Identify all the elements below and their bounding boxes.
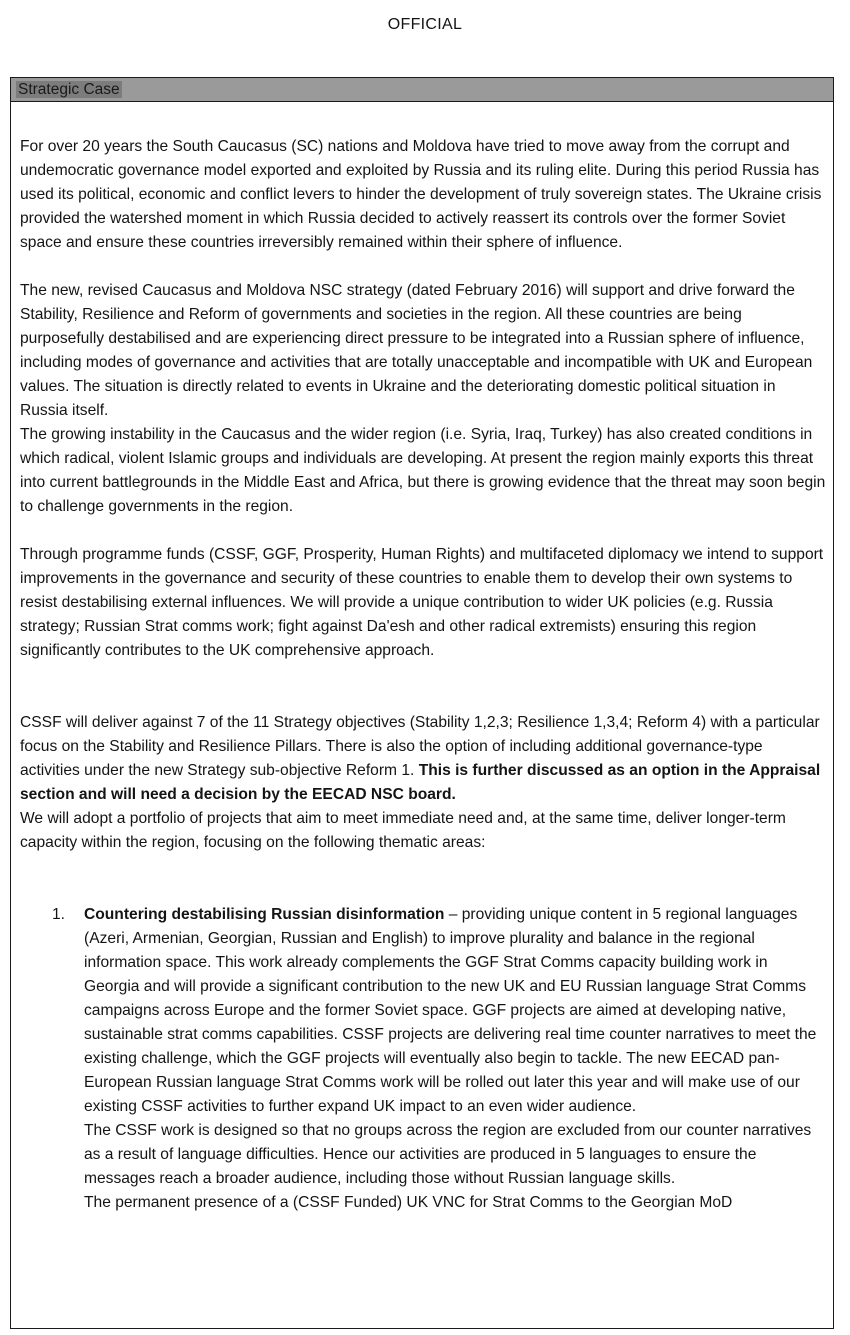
list-number: 1. <box>52 906 66 923</box>
strategic-case-box <box>10 77 834 1329</box>
section-header <box>11 78 833 102</box>
list-item-heading: Countering destabilising Russian disinformation <box>84 906 445 923</box>
paragraph-5-text: CSSF will deliver against 7 of the 11 Strategy objectives (Stability 1,2,3; Resilience 1,3,4; Reform 4) with a particular focus on the Stability and Resilience Pillars. There is also the option of including additional governance-type activities under the new Strategy sub-objective Reform 1. <box>20 714 820 779</box>
list-item-body <box>84 903 826 1215</box>
paragraph-4: Through programme funds (CSSF, GGF, Prosperity, Human Rights) and multifaceted diplomacy we intend to support improvements in the governance and security of these countries to enable them to develop their own systems to resist destabilising external influences. We will provide a unique contribution to wider UK policies (e.g. Russia strategy; Russian Strat comms work; fight against Da'esh and other radical extremists) ensuring this region significantly contributes to the UK comprehensive approach. <box>20 546 824 659</box>
list-item-text: – providing unique content in 5 regional languages (Azeri, Armenian, Georgian, Russian and English) to improve plurality and balance in the regional information space. This work already complements the GGF Strat Comms capacity building work in Georgia and will provide a significant contribution to the new UK and EU Russian language Strat Comms campaigns across Europe and the former Soviet space. GGF projects are aimed at developing native, sustainable strat comms capabilities. CSSF projects are delivering real time counter narratives to meet the existing challenge, which the GGF projects will eventually also begin to tackle. The new EECAD pan-European Russian language Strat Comms work will be rolled out later this year and will make use of our existing CSSF activities to further expand UK impact to an even wider audience. <box>84 906 817 1115</box>
list-item-paragraph-3: The permanent presence of a (CSSF Funded) UK VNC for Strat Comms to the Georgian MoD <box>84 1194 733 1211</box>
list-item-paragraph-1 <box>84 903 826 1119</box>
paragraph-3: The growing instability in the Caucasus and the wider region (i.e. Syria, Iraq, Turkey) has also created conditions in which radical, violent Islamic groups and individuals are developing. At present the region mainly exports this threat into current battlegrounds in the Middle East and Africa, but there is growing evidence that the threat may soon begin to challenge governments in the region. <box>20 426 826 515</box>
paragraph-5 <box>20 711 826 807</box>
security-marking: OFFICIAL <box>387 16 463 33</box>
paragraph-2: The new, revised Caucasus and Moldova NSC strategy (dated February 2016) will support and drive forward the Stability, Resilience and Reform of governments and societies in the region. All these countries are being purposefully destabilised and are experiencing direct pressure to be integrated into a Russian sphere of influence, including modes of governance and activities that are totally unacceptable and incompatible with UK and European values. The situation is directly related to events in Ukraine and the deteriorating domestic political situation in Russia itself. <box>20 282 813 419</box>
paragraph-6: We will adopt a portfolio of projects that aim to meet immediate need and, at the same time, deliver longer-term capacity within the region, focusing on the following thematic areas: <box>20 810 786 851</box>
paragraph-5-emphasis: This is further discussed as an option in the Appraisal section and will need a decision by the EECAD NSC board. <box>20 762 821 803</box>
section-content <box>20 135 826 1215</box>
section-title: Strategic Case <box>18 81 120 98</box>
list-item-paragraph-2: The CSSF work is designed so that no groups across the region are excluded from our counter narratives as a result of language difficulties. Hence our activities are produced in 5 languages to ensure the messages reach a broader audience, including those without Russian language skills. <box>84 1122 812 1187</box>
list-item <box>20 903 826 1215</box>
paragraph-1: For over 20 years the South Caucasus (SC) nations and Moldova have tried to move away from the corrupt and undemocratic governance model exported and exploited by Russia and its ruling elite. During this period Russia has used its political, economic and conflict levers to hinder the development of truly sovereign states. The Ukraine crisis provided the watershed moment in which Russia decided to actively reassert its controls over the former Soviet space and ensure these countries irreversibly remained within their sphere of influence. <box>20 138 822 251</box>
